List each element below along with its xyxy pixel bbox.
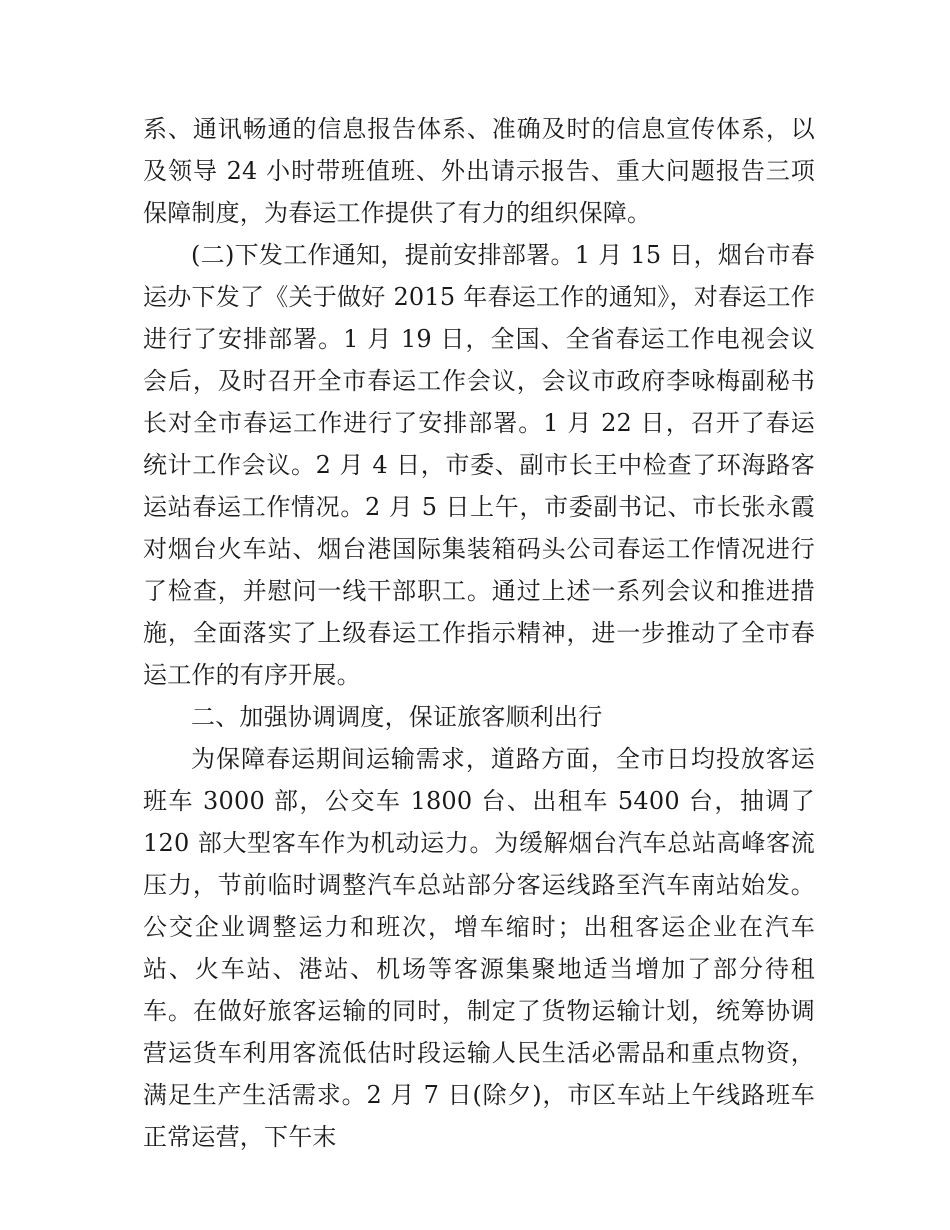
paragraph-work-notice: (二)下发工作通知，提前安排部署。1 月 15 日，烟台市春运办下发了《关于做好 2015 年春运工作的通知》，对春运工作进行了安排部署。1 月 19 日，全国、全省春运工作电视会议会后，及时召开全市春运工作会议，会议市政府李咏梅副秘书长对全市春运工作进行了安排部署。1 月 22 日，召开了春运统计工作会议。2 月 4 日，市委、副市长王中检查了环海路客运站春运工作情况。2 月 5 日上午，市委副书记、市长张永霞对烟台火车站、烟台港国际集装箱码头公司春运工作情况进行了检查，并慰问一线干部职工。通过上述一系列会议和推进措施，全面落实了上级春运工作指示精神，进一步推动了全市春运工作的有序开展。 — [143, 241, 815, 689]
paragraph-organization-guarantee: 系、通讯畅通的信息报告体系、准确及时的信息宣传体系，以及领导 24 小时带班值班、外出请示报告、重大问题报告三项保障制度，为春运工作提供了有力的组织保障。 — [143, 115, 815, 227]
document-body — [143, 108, 815, 1158]
paragraph-transport-capacity: 为保障春运期间运输需求，道路方面，全市日均投放客运班车 3000 部，公交车 1800 台、出租车 5400 台，抽调了 120 部大型客车作为机动运力。为缓解烟台汽车总站高峰客流压力，节前临时调整汽车总站部分客运线路至汽车南站始发。公交企业调整运力和班次，增车缩时；出租客运企业在汽车站、火车站、港站、机场等客源集聚地适当增加了部分待租车。在做好旅客运输的同时，制定了货物运输计划，统筹协调营运货车利用客流低估时段运输人民生活必需品和重点物资，满足生产生活需求。2 月 7 日(除夕)，市区车站上午线路班车正常运营，下午末 — [143, 745, 815, 1151]
section-heading-coordination: 二、加强协调调度，保证旅客顺利出行 — [191, 703, 603, 731]
